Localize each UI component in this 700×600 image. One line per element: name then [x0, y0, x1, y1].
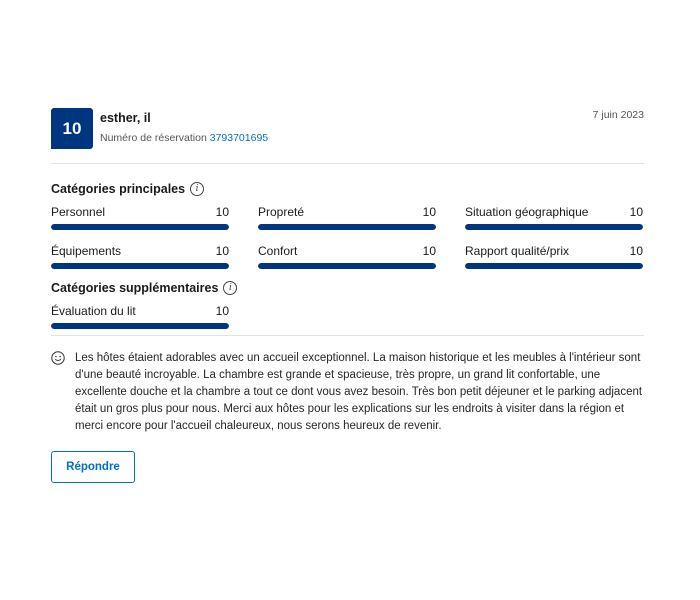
- category-label: Situation géographique: [465, 205, 589, 219]
- category-item: [465, 244, 643, 269]
- category-score-fill: [51, 263, 229, 269]
- category-label: Évaluation du lit: [51, 304, 136, 318]
- category-score-bar: [258, 263, 436, 269]
- category-label: Équipements: [51, 244, 122, 258]
- category-score-fill: [258, 224, 436, 230]
- category-label: Propreté: [258, 205, 305, 219]
- category-score: 10: [422, 205, 436, 219]
- review-card: [51, 100, 644, 483]
- review-comment-text: Les hôtes étaient adorables avec un accueil exceptionnel. La maison historique et les meubles à l'intérieur sont d'une beauté incroyable. La chambre est grande et spacieuse, très propre, un grand lit confortable, une excellente douche et la chambre a tout ce dont vous avez besoin. Très bon petit déjeuner et le parking adjacent était un gros plus pour nous. Merci aux hôtes pour les explications sur les endroits à visiter dans la région et merci encore pour l'accueil chaleureux, nous serons heureux de revenir.: [75, 352, 643, 432]
- category-score-fill: [51, 224, 229, 230]
- main-categories-grid: [51, 205, 644, 269]
- category-item: [51, 205, 229, 230]
- divider: [51, 335, 644, 336]
- divider: [51, 163, 644, 164]
- info-icon[interactable]: i: [223, 281, 237, 295]
- category-score-bar: [465, 263, 643, 269]
- category-score: 10: [629, 244, 643, 258]
- category-row: [51, 304, 229, 318]
- category-label: Confort: [258, 244, 298, 258]
- category-score-bar: [51, 263, 229, 269]
- category-score: 10: [215, 205, 229, 219]
- extra-categories-title: Catégories supplémentaires: [51, 281, 219, 295]
- category-item: [258, 205, 436, 230]
- review-header: [51, 100, 644, 152]
- category-score-bar: [51, 323, 229, 329]
- category-item: [465, 205, 643, 230]
- review-comment: [51, 350, 644, 435]
- review-date: 7 juin 2023: [592, 109, 644, 121]
- info-icon[interactable]: i: [190, 182, 204, 196]
- extra-categories-heading: [51, 279, 644, 297]
- category-item: [51, 244, 229, 269]
- category-item: [258, 244, 436, 269]
- reviewer-name: esther, il: [100, 111, 151, 125]
- smile-icon: [51, 351, 65, 371]
- category-score-fill: [51, 323, 229, 329]
- category-row: [51, 205, 229, 219]
- category-score-fill: [258, 263, 436, 269]
- category-label: Personnel: [51, 205, 106, 219]
- category-row: [258, 244, 436, 258]
- category-label: Rapport qualité/prix: [465, 244, 570, 258]
- category-score-bar: [258, 224, 436, 230]
- category-row: [51, 244, 229, 258]
- category-score: 10: [629, 205, 643, 219]
- category-score-fill: [465, 224, 643, 230]
- category-score: 10: [215, 304, 229, 318]
- category-item: [51, 304, 229, 329]
- category-row: [465, 244, 643, 258]
- booking-label: Numéro de réservation: [100, 132, 207, 144]
- category-score-fill: [465, 263, 643, 269]
- review-score-badge: 10: [51, 108, 93, 149]
- category-score-bar: [51, 224, 229, 230]
- category-row: [465, 205, 643, 219]
- category-row: [258, 205, 436, 219]
- main-categories-title: Catégories principales: [51, 182, 186, 196]
- category-score: 10: [422, 244, 436, 258]
- category-score-bar: [465, 224, 643, 230]
- extra-categories-grid: [51, 304, 644, 329]
- booking-number-link[interactable]: 3793701695: [209, 132, 269, 144]
- reply-button[interactable]: Répondre: [51, 451, 135, 483]
- booking-reference: [100, 132, 268, 144]
- category-score: 10: [215, 244, 229, 258]
- main-categories-heading: [51, 180, 644, 198]
